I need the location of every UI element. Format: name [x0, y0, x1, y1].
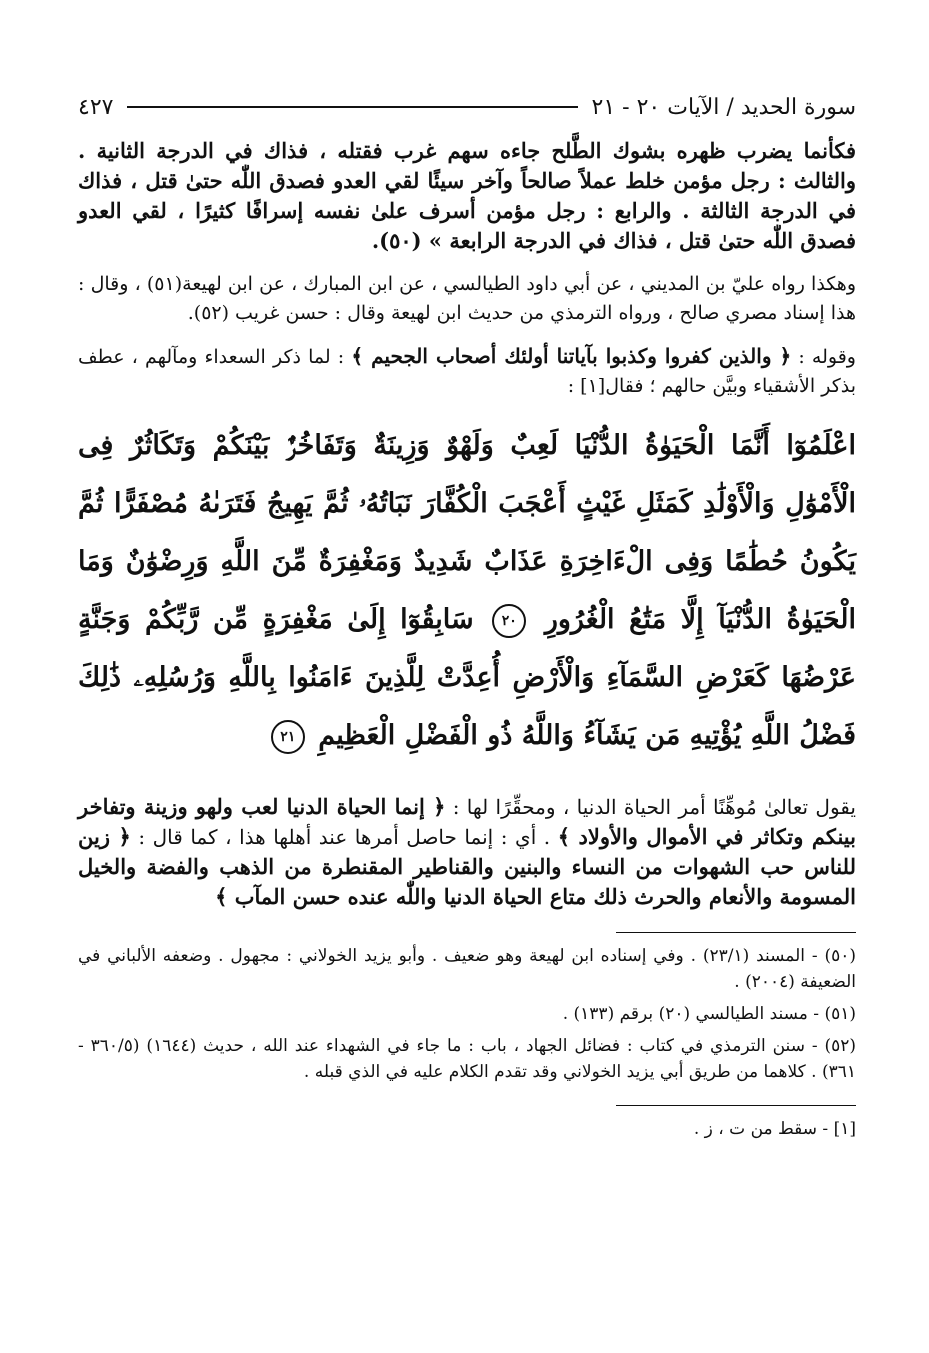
footnote-52: (٥٢) - سنن الترمذي في كتاب : فضائل الجهاد ، باب : ما جاء في الشهداء عند الله ، حديث (١٦٤٤) (٣٦٠/٥ - ٣٦١) . كلاهما من طريق أبي يزيد الخولاني وقد تقدم الكلام عليه في الذي قبله .: [78, 1036, 856, 1082]
verse-intro-paragraph: [78, 342, 856, 401]
page: [78, 88, 856, 1148]
verse-intro-quote: ﴿ والذين كفروا وكذبوا بآياتنا أولئك أصحاب الجحيم ﴾: [351, 344, 792, 368]
commentary-quote-2: ﴿ زين للناس حب الشهوات من النساء والبنين والقناطير المقنطرة من الذهب والفضة والخيل المسومة والأنعام والحرث ذلك متاع الحياة الدنيا واللّٰه عنده حسن المآب ﴾: [78, 824, 856, 909]
footnote-51: (٥١) - مسند الطيالسي (٢٠) برقم (١٣٣) .: [562, 1004, 856, 1024]
narration-paragraph: وهكذا رواه عليّ بن المديني ، عن أبي داود الطيالسي ، عن ابن المبارك ، عن ابن لهيعة(٥١) ، وقال : هذا إسناد مصري صالح ، ورواه الترمذي من حديث ابن لهيعة وقال : حسن غريب (٥٢).: [78, 273, 856, 324]
ayah-21-marker: ٢١: [271, 720, 305, 754]
commentary-quote-1: ﴿ إنما الحياة الدنيا لعب ولهو وزينة وتفاخر بينكم وتكاثر في الأموال والأولاد ﴾: [78, 794, 856, 849]
editor-note-1: [١] - سقط من ت ، ز .: [693, 1119, 856, 1139]
page-header: [78, 88, 856, 126]
footnotes-rule: [616, 932, 856, 933]
verse-intro-before: وقوله :: [791, 346, 856, 368]
commentary-part-1: يقول تعالىٰ مُوهِّنًا أمر الحياة الدنيا ، ومحقِّرًا لها :: [445, 795, 856, 819]
quran-verses: [78, 417, 856, 765]
ayah-20-text: اعْلَمُوٓا أَنَّمَا الْحَيَوٰةُ الدُّنْيَا لَعِبٌ وَلَهْوٌ وَزِينَةٌ وَتَفَاخُرٌۢ بَيْنَكُمْ وَتَكَاثُرٌ فِى الْأَمْوَٰلِ وَالْأَوْلَٰدِ كَمَثَلِ غَيْثٍ أَعْجَبَ الْكُفَّارَ نَبَاتُهُۥ ثُمَّ يَهِيجُ فَتَرَىٰهُ مُصْفَرًّا ثُمَّ يَكُونُ حُطَٰمًا وَفِى الْءَاخِرَةِ عَذَابٌ شَدِيدٌ وَمَغْفِرَةٌ مِّنَ اللَّهِ وَرِضْوَٰنٌ وَمَا الْحَيَوٰةُ الدُّنْيَآ إِلَّا مَتَٰعُ الْغُرُورِ: [78, 430, 856, 635]
footnote-50: (٥٠) - المسند (٢٣/١) . وفي إسناده ابن لهيعة وهو ضعيف . وأبو يزيد الخولاني : مجهول . وضعفه الألباني في الضعيفة (٢٠٠٤) .: [78, 946, 856, 992]
running-title: سورة الحديد / الآيات ٢٠ - ٢١: [591, 94, 856, 120]
verse-intro-after: : لما ذكر السعداء ومآلهم ، عطف بذكر الأشقياء وبيَّن حالهم ؛ فقال[١] :: [78, 346, 856, 397]
ayah-20-marker: ٢٠: [492, 604, 526, 638]
page-number: ٤٢٧: [78, 94, 114, 120]
hadith-continuation: فكأنما يضرب ظهره بشوك الطَّلح جاءه سهم غرب فقتله ، فذاك في الدرجة الثانية . والثالث : رجل مؤمن خلط عملاً صالحاً وآخر سيئًا لقي العدو فصدق اللّٰه حتىٰ قتل ، فذاك في الدرجة الثالثة . والرابع : رجل مؤمن أسرف علىٰ نفسه إسرافًا كثيرًا ، لقي العدو فصدق اللّٰه حتىٰ قتل ، فذاك في الدرجة الرابعة » (٥٠).: [78, 138, 856, 253]
tafsir-commentary: [78, 792, 856, 912]
ayah-21-text: سَابِقُوٓا إِلَىٰ مَغْفِرَةٍ مِّن رَّبِّكُمْ وَجَنَّةٍ عَرْضُهَا كَعَرْضِ السَّمَآءِ وَالْأَرْضِ أُعِدَّتْ لِلَّذِينَ ءَامَنُوا بِاللَّهِ وَرُسُلِهِۦ ذَٰلِكَ فَضْلُ اللَّهِ يُؤْتِيهِ مَن يَشَآءُ وَاللَّهُ ذُو الْفَضْلِ الْعَظِيمِ: [78, 604, 856, 751]
commentary-part-2: . أي : إنما حاصل أمرها عند أهلها هذا ، كما قال :: [130, 825, 558, 849]
header-rule: [127, 106, 577, 108]
editor-notes-rule: [616, 1105, 856, 1106]
